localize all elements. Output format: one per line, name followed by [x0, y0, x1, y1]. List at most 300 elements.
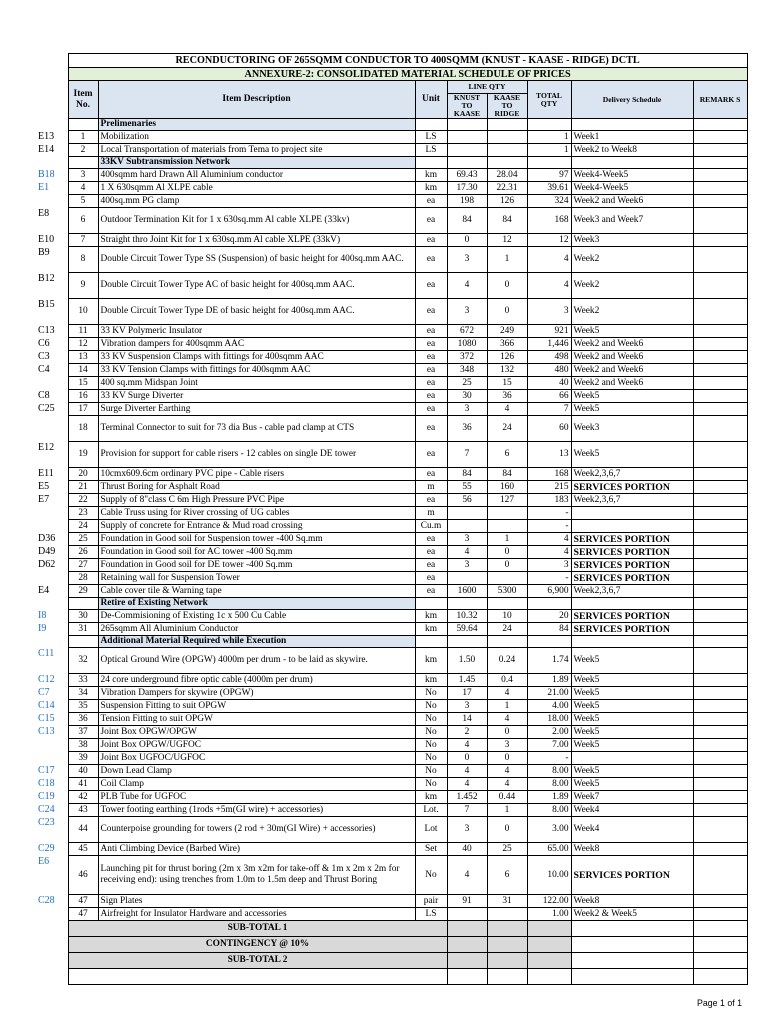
item-no-cell: 28 [68, 572, 98, 585]
reference-code: C11 [38, 647, 55, 659]
qty-kaase-cell: 25 [487, 843, 527, 856]
remarks-cell [693, 895, 747, 908]
item-description-cell: 265sqmm All Aluminium Conductor [98, 623, 415, 636]
qty-kaase-cell: 1 [487, 247, 527, 273]
remarks-cell [693, 273, 747, 299]
item-no-cell: 26 [68, 546, 98, 559]
unit-cell: km [415, 791, 447, 804]
unit-cell: ea [415, 585, 447, 598]
header-item-no: Item No. [68, 81, 98, 119]
table-row [37, 325, 747, 338]
delivery-schedule-cell: Week2 [571, 299, 693, 325]
reference-code: B18 [38, 168, 55, 180]
delivery-schedule-cell: Week5 [571, 674, 693, 687]
delivery-schedule-cell: Week5 [571, 765, 693, 778]
qty-kaase-cell: 4 [487, 765, 527, 778]
reference-code: C13 [38, 725, 55, 737]
qty-kaase-cell: 4 [487, 687, 527, 700]
total-qty-cell: 40 [527, 377, 571, 390]
total-qty-cell: 84 [527, 623, 571, 636]
qty-knust-cell: 3 [447, 247, 487, 273]
total-qty-cell: 18.00 [527, 713, 571, 726]
delivery-schedule-cell: Week7 [571, 791, 693, 804]
empty-cell [527, 119, 571, 131]
qty-kaase-cell: 0 [487, 726, 527, 739]
qty-kaase-cell: 249 [487, 325, 527, 338]
table-row [37, 546, 747, 559]
qty-knust-cell: 3 [447, 559, 487, 572]
total-qty-cell: 2.00 [527, 726, 571, 739]
remarks-cell [693, 520, 747, 533]
unit-cell: Lot. [415, 804, 447, 817]
unit-cell: ea [415, 234, 447, 247]
header-delivery-schedule: Delivery Schedule [571, 81, 693, 119]
qty-kaase-cell: 160 [487, 481, 527, 494]
item-no-cell: 5 [68, 195, 98, 208]
delivery-schedule-cell: Week5 [571, 325, 693, 338]
total-qty-cell: 183 [527, 494, 571, 507]
total-qty-cell: 1.74 [527, 648, 571, 674]
qty-knust-cell: 55 [447, 481, 487, 494]
reference-code: C14 [38, 699, 55, 711]
total-qty-cell: 8.00 [527, 778, 571, 791]
total-qty [527, 921, 571, 937]
empty-cell [447, 119, 487, 131]
item-no-cell: 42 [68, 791, 98, 804]
remarks-cell [693, 364, 747, 377]
reference-code: C24 [38, 803, 55, 815]
delivery-schedule-cell: Week4 [571, 817, 693, 843]
table-row [37, 648, 747, 674]
qty-knust-cell: 1.45 [447, 674, 487, 687]
table-row [37, 520, 747, 533]
qty-kaase-cell: 1 [487, 700, 527, 713]
total-kaase [487, 921, 527, 937]
qty-knust-cell: 3 [447, 299, 487, 325]
qty-kaase-cell: 1 [487, 533, 527, 546]
item-no-cell: 36 [68, 713, 98, 726]
remarks-cell [693, 442, 747, 468]
delivery-schedule-cell: Week2,3,6,7 [571, 585, 693, 598]
total-qty-cell: 10.00 [527, 856, 571, 895]
qty-knust-cell: 69.43 [447, 169, 487, 182]
unit-cell: ea [415, 299, 447, 325]
unit-cell: No [415, 778, 447, 791]
delivery-schedule-cell: Week2 and Week6 [571, 351, 693, 364]
qty-kaase-cell: 31 [487, 895, 527, 908]
empty-cell [447, 598, 487, 610]
qty-knust-cell: 17 [447, 687, 487, 700]
delivery-schedule-cell: SERVICES PORTION [571, 481, 693, 494]
reference-code: C12 [38, 673, 55, 685]
delivery-schedule-cell: Week4-Week5 [571, 169, 693, 182]
unit-cell: km [415, 182, 447, 195]
section-heading: 33KV Subtransmission Network [98, 157, 415, 169]
empty-cell [487, 157, 527, 169]
total-qty-cell: 7 [527, 403, 571, 416]
item-no-cell: 37 [68, 726, 98, 739]
item-description-cell: Joint Box UGFOC/UGFOC [98, 752, 415, 765]
row-section [37, 157, 747, 169]
item-no-cell: 17 [68, 403, 98, 416]
header-knust-to-kaase: KNUST TO KAASE [447, 94, 487, 119]
qty-kaase-cell: 6 [487, 442, 527, 468]
unit-cell: ea [415, 533, 447, 546]
table-row [37, 700, 747, 713]
qty-kaase-cell: 126 [487, 195, 527, 208]
qty-knust-cell: 4 [447, 546, 487, 559]
total-qty-cell: 1,446 [527, 338, 571, 351]
total-qty-cell: 4 [527, 546, 571, 559]
item-no-cell: 15 [68, 377, 98, 390]
table-row [37, 559, 747, 572]
qty-kaase-cell: 28.04 [487, 169, 527, 182]
delivery-schedule-cell [571, 752, 693, 765]
delivery-schedule-cell: SERVICES PORTION [571, 533, 693, 546]
item-description-cell: Anti Climbing Device (Barbed Wire) [98, 843, 415, 856]
item-description-cell: Surge Diverter Earthing [98, 403, 415, 416]
empty-cell [487, 636, 527, 648]
item-description-cell: Double Circuit Tower Type SS (Suspension) of basic height for 400sq.mm AAC. [98, 247, 415, 273]
qty-kaase-cell: 0 [487, 559, 527, 572]
section-heading: Retire of Existing Network [98, 598, 415, 610]
reference-code: C29 [38, 842, 55, 854]
empty-cell [571, 969, 693, 985]
unit-cell: No [415, 687, 447, 700]
remarks-cell [693, 182, 747, 195]
unit-cell: Lot [415, 817, 447, 843]
remarks-cell [693, 468, 747, 481]
item-description-cell: Double Circuit Tower Type DE of basic height for 400sq.mm AAC. [98, 299, 415, 325]
item-no-cell: 9 [68, 273, 98, 299]
remarks-cell [693, 338, 747, 351]
reference-code: C3 [38, 350, 50, 362]
unit-cell: ea [415, 416, 447, 442]
remarks-cell [693, 195, 747, 208]
unit-cell: ea [415, 351, 447, 364]
reference-code: E14 [38, 143, 55, 155]
remarks-cell [693, 752, 747, 765]
total-qty-cell: 168 [527, 468, 571, 481]
table-row [37, 351, 747, 364]
item-description-cell: Local Transportation of materials from Tema to project site [98, 144, 415, 157]
item-description-cell: Foundation in Good soil for DE tower -400 Sq.mm [98, 559, 415, 572]
delivery-schedule-cell: Week2 [571, 273, 693, 299]
qty-knust-cell: 4 [447, 856, 487, 895]
item-no-cell: 34 [68, 687, 98, 700]
item-description-cell: Vibration Dampers for skywire (OPGW) [98, 687, 415, 700]
table-row [37, 752, 747, 765]
reference-code: C6 [38, 337, 50, 349]
reference-code: E4 [38, 584, 50, 596]
qty-kaase-cell: 3 [487, 739, 527, 752]
total-remarks [693, 937, 747, 953]
qty-knust-cell: 3 [447, 403, 487, 416]
item-no-cell: 29 [68, 585, 98, 598]
delivery-schedule-cell: Week2,3,6,7 [571, 494, 693, 507]
qty-knust-cell: 1.452 [447, 791, 487, 804]
qty-knust-cell: 4 [447, 739, 487, 752]
total-qty-cell: 4 [527, 533, 571, 546]
remarks-cell [693, 533, 747, 546]
reference-code: C25 [38, 402, 55, 414]
qty-knust-cell: 3 [447, 533, 487, 546]
item-no-cell: 35 [68, 700, 98, 713]
remarks-cell [693, 817, 747, 843]
remarks-cell [693, 700, 747, 713]
unit-cell: LS [415, 131, 447, 144]
empty-cell [415, 157, 447, 169]
reference-code: E5 [38, 480, 50, 492]
item-description-cell: 400 sq.mm Midspan Joint [98, 377, 415, 390]
unit-cell: ea [415, 468, 447, 481]
page-footer: Page 1 of 1 [697, 998, 742, 1008]
total-qty-cell: 1 [527, 144, 571, 157]
qty-knust-cell: 59.64 [447, 623, 487, 636]
qty-kaase-cell: 0 [487, 546, 527, 559]
qty-knust-cell: 17.30 [447, 182, 487, 195]
reference-code [37, 572, 68, 585]
table-row [37, 273, 747, 299]
header-remarks: REMARK S [693, 81, 747, 119]
empty-cell [527, 969, 571, 985]
total-qty-cell: 13 [527, 442, 571, 468]
delivery-schedule-cell: Week1 [571, 131, 693, 144]
reference-code: C19 [38, 790, 55, 802]
item-no-cell [68, 598, 98, 610]
reference-code: C13 [38, 324, 55, 336]
reference-code [37, 416, 68, 442]
item-description-cell: 33 KV Tension Clamps with fittings for 400sqmm AAC [98, 364, 415, 377]
table-row [37, 468, 747, 481]
table-row [37, 169, 747, 182]
total-qty-cell: - [527, 520, 571, 533]
table-row [37, 674, 747, 687]
unit-cell: Set [415, 843, 447, 856]
empty-cell [415, 598, 447, 610]
header-line-qty: LINE QTY [447, 81, 527, 94]
table-row [37, 144, 747, 157]
remarks-cell [693, 559, 747, 572]
table-row [37, 364, 747, 377]
item-no-cell: 12 [68, 338, 98, 351]
delivery-schedule-cell: Week2,3,6,7 [571, 468, 693, 481]
delivery-schedule-cell: Week5 [571, 778, 693, 791]
reference-code [37, 195, 68, 208]
qty-kaase-cell: 5300 [487, 585, 527, 598]
reference-code: D36 [38, 532, 56, 544]
item-no-cell: 18 [68, 416, 98, 442]
total-qty-cell: 4.00 [527, 700, 571, 713]
item-description-cell: 400sqmm hard Drawn All Aluminium conductor [98, 169, 415, 182]
remarks-cell [693, 765, 747, 778]
reference-code [37, 908, 68, 921]
total-qty-cell: 1.89 [527, 791, 571, 804]
item-no-cell: 25 [68, 533, 98, 546]
total-qty-cell: 3 [527, 299, 571, 325]
delivery-schedule-cell: Week2 and Week6 [571, 195, 693, 208]
row-blank [37, 969, 747, 985]
empty-cell [693, 157, 747, 169]
table-row [37, 494, 747, 507]
table-row [37, 843, 747, 856]
item-no-cell: 44 [68, 817, 98, 843]
qty-kaase-cell: 132 [487, 364, 527, 377]
row-section [37, 636, 747, 648]
total-qty-cell: 65.00 [527, 843, 571, 856]
remarks-cell [693, 481, 747, 494]
qty-knust-cell: 3 [447, 817, 487, 843]
delivery-schedule-cell [571, 507, 693, 520]
delivery-schedule-cell: Week4-Week5 [571, 182, 693, 195]
reference-code: E6 [38, 855, 50, 867]
qty-kaase-cell: 24 [487, 623, 527, 636]
qty-kaase-cell: 0.4 [487, 674, 527, 687]
total-qty-cell: 20 [527, 610, 571, 623]
item-no-cell [68, 119, 98, 131]
unit-cell: ea [415, 195, 447, 208]
qty-knust-cell: 1.50 [447, 648, 487, 674]
delivery-schedule-cell: SERVICES PORTION [571, 546, 693, 559]
table-row [37, 182, 747, 195]
reference-code: E8 [38, 207, 50, 219]
total-qty-cell: 39.61 [527, 182, 571, 195]
total-qty-cell: - [527, 507, 571, 520]
table-row [37, 247, 747, 273]
table-row [37, 895, 747, 908]
reference-code: C23 [38, 816, 55, 828]
qty-kaase-cell: 10 [487, 610, 527, 623]
qty-knust-cell [447, 507, 487, 520]
item-description-cell: Double Circuit Tower Type AC of basic height for 400sq.mm AAC. [98, 273, 415, 299]
total-label: CONTINGENCY @ 10% [68, 937, 447, 953]
delivery-schedule-cell: Week4 [571, 804, 693, 817]
item-description-cell: Sign Plates [98, 895, 415, 908]
unit-cell: km [415, 623, 447, 636]
total-qty-cell: 1.00 [527, 908, 571, 921]
unit-cell: No [415, 765, 447, 778]
total-label: SUB-TOTAL 1 [68, 921, 447, 937]
remarks-cell [693, 856, 747, 895]
item-description-cell: 1 X 630sqmm Al XLPE cable [98, 182, 415, 195]
qty-knust-cell: 672 [447, 325, 487, 338]
total-kaase [487, 953, 527, 969]
total-qty-cell: 66 [527, 390, 571, 403]
item-no-cell: 1 [68, 131, 98, 144]
reference-code [37, 739, 68, 752]
total-kaase [487, 937, 527, 953]
qty-knust-cell: 4 [447, 765, 487, 778]
remarks-cell [693, 687, 747, 700]
empty-cell [571, 157, 693, 169]
remarks-cell [693, 351, 747, 364]
reference-code: E11 [38, 467, 54, 479]
item-description-cell: Supply of 8"class C 6m High Pressure PVC Pipe [98, 494, 415, 507]
delivery-schedule-cell: SERVICES PORTION [571, 856, 693, 895]
table-row [37, 687, 747, 700]
item-description-cell: 33 KV Suspension Clamps with fittings for 400sqmm AAC [98, 351, 415, 364]
qty-knust-cell: 1080 [447, 338, 487, 351]
table-row [37, 131, 747, 144]
remarks-cell [693, 325, 747, 338]
remarks-cell [693, 726, 747, 739]
qty-kaase-cell: 127 [487, 494, 527, 507]
reference-code: C7 [38, 686, 50, 698]
total-delivery [571, 937, 693, 953]
item-no-cell: 2 [68, 144, 98, 157]
item-description-cell: 400sq.mm PG clamp [98, 195, 415, 208]
item-description-cell: 33 KV Surge Diverter [98, 390, 415, 403]
qty-knust-cell: 372 [447, 351, 487, 364]
qty-kaase-cell [487, 131, 527, 144]
table-row [37, 856, 747, 895]
total-qty-cell: 4 [527, 247, 571, 273]
delivery-schedule-cell: Week2 to Week8 [571, 144, 693, 157]
total-qty-cell: 324 [527, 195, 571, 208]
table-row [37, 817, 747, 843]
qty-kaase-cell: 4 [487, 778, 527, 791]
item-description-cell: Down Lead Clamp [98, 765, 415, 778]
unit-cell: ea [415, 325, 447, 338]
qty-kaase-cell: 12 [487, 234, 527, 247]
unit-cell: ea [415, 572, 447, 585]
reference-code [37, 377, 68, 390]
total-qty-cell: 21.00 [527, 687, 571, 700]
table-row [37, 623, 747, 636]
reference-code: C28 [38, 894, 55, 906]
qty-kaase-cell: 84 [487, 468, 527, 481]
qty-knust-cell: 7 [447, 804, 487, 817]
total-qty-cell: 12 [527, 234, 571, 247]
unit-cell: ea [415, 390, 447, 403]
delivery-schedule-cell: Week5 [571, 442, 693, 468]
qty-knust-cell: 1600 [447, 585, 487, 598]
total-qty-cell: 168 [527, 208, 571, 234]
remarks-cell [693, 585, 747, 598]
unit-cell: ea [415, 273, 447, 299]
item-description-cell: Joint Box OPGW/UGFOC [98, 739, 415, 752]
table-row [37, 791, 747, 804]
qty-kaase-cell [487, 908, 527, 921]
qty-kaase-cell: 24 [487, 416, 527, 442]
qty-knust-cell: 30 [447, 390, 487, 403]
unit-cell: km [415, 674, 447, 687]
table-row [37, 726, 747, 739]
empty-cell [527, 157, 571, 169]
qty-knust-cell: 7 [447, 442, 487, 468]
qty-kaase-cell: 1 [487, 804, 527, 817]
delivery-schedule-cell: Week5 [571, 700, 693, 713]
reference-code: D62 [38, 558, 56, 570]
unit-cell: Cu.m [415, 520, 447, 533]
qty-knust-cell: 3 [447, 700, 487, 713]
qty-knust-cell: 4 [447, 778, 487, 791]
empty-cell [693, 598, 747, 610]
empty-cell [415, 636, 447, 648]
qty-knust-cell: 348 [447, 364, 487, 377]
item-description-cell: Joint Box OPGW/OPGW [98, 726, 415, 739]
qty-knust-cell: 40 [447, 843, 487, 856]
table-row [37, 377, 747, 390]
total-qty-cell: 921 [527, 325, 571, 338]
delivery-schedule-cell: Week8 [571, 843, 693, 856]
item-description-cell: PLB Tube for UGFOC [98, 791, 415, 804]
total-knust [447, 953, 487, 969]
reference-code: I9 [38, 622, 47, 634]
delivery-schedule-cell: Week2 and Week6 [571, 364, 693, 377]
qty-knust-cell [447, 520, 487, 533]
qty-knust-cell [447, 144, 487, 157]
